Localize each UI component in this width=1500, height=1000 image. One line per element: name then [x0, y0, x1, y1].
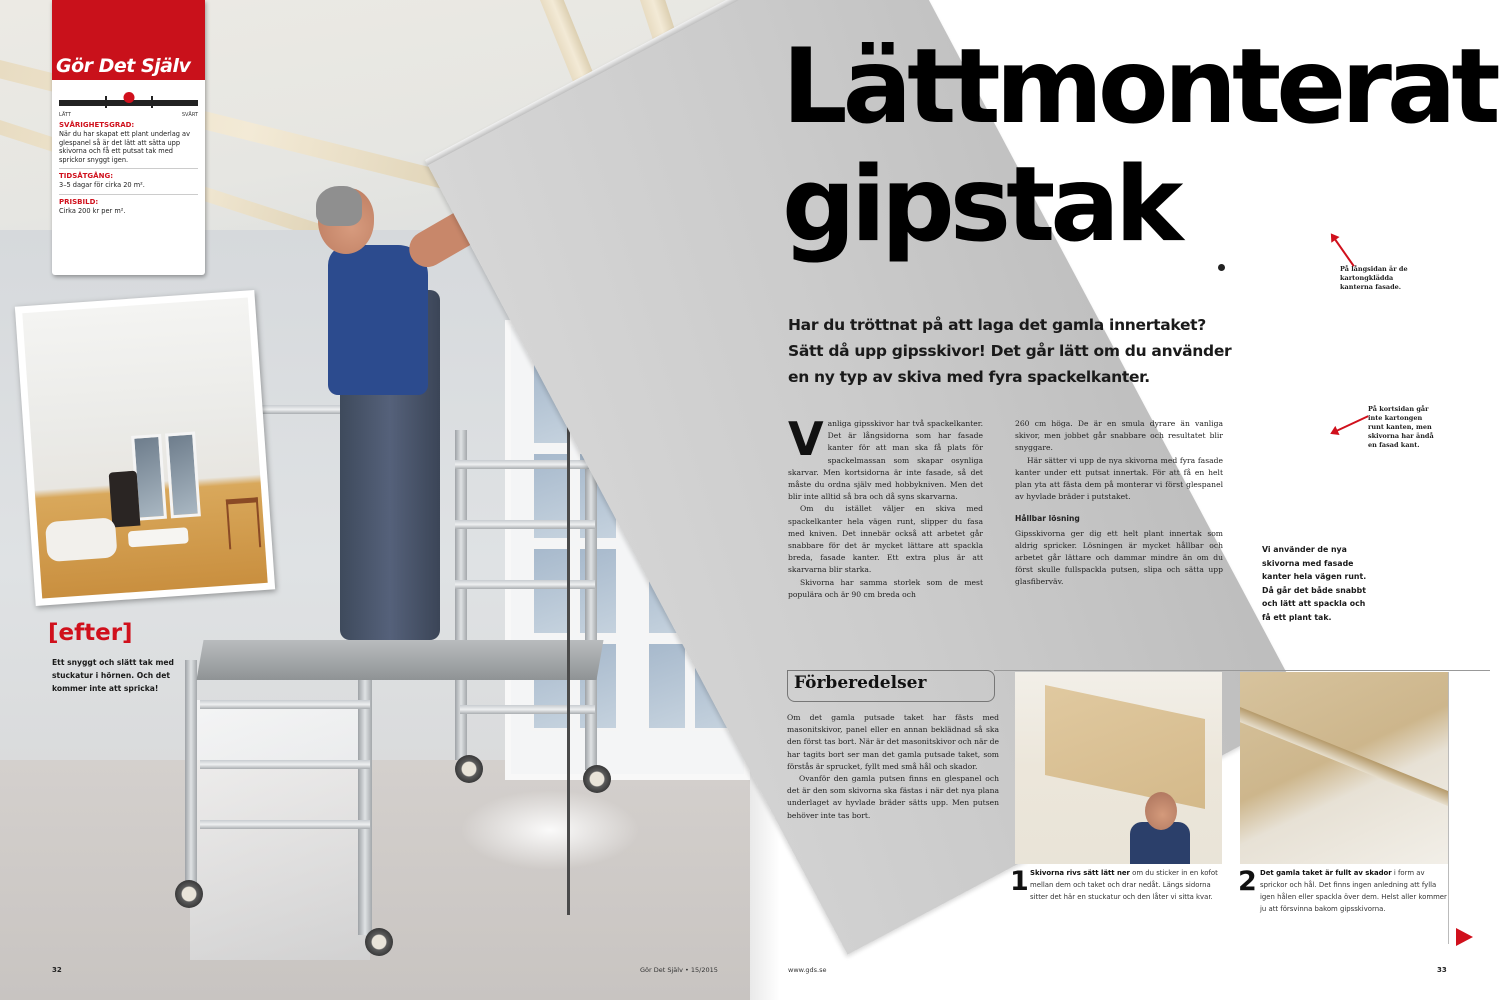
gds-label: TIDSÅTGÅNG: — [59, 172, 113, 181]
gds-header — [52, 0, 205, 80]
body-paragraph: Om du istället väljer en skiva med spackelkanter hela vägen runt, slipper du fasa med kniven. Det innebär också att arbetet går snabbare för det är mycket lättare att spackla breda, fasade kanter. Ett extra plus är att skarvarna blir starka. — [788, 504, 983, 575]
scaffold-post — [185, 660, 197, 900]
inset-door — [165, 431, 201, 518]
prep-paragraph: Ovanför den gamla putsen finns en glespanel och det är den som skivorna ska fästas i när det nya plana underlaget av hyvlade bräder sätts upp. Men putsen behöver inte tas bort. — [787, 774, 999, 820]
old-ceiling-board — [1045, 685, 1205, 809]
body-paragraph: 260 cm höga. De är en smula dyrare än vanliga skivor, men jobbet går snabbare och resultatet blir snyggare. — [1015, 419, 1223, 453]
gds-title: Gör Det Själv — [56, 55, 191, 77]
living-room-photo — [22, 297, 267, 598]
after-title: [efter] — [48, 620, 133, 646]
worker-shirt — [328, 245, 428, 395]
scale-tick — [105, 96, 107, 108]
gds-section-difficulty — [59, 121, 198, 164]
gds-section-price — [59, 198, 198, 216]
ceiling-molding — [1240, 700, 1448, 818]
gds-label: SVÅRIGHETSGRAD: — [59, 121, 135, 129]
body-paragraph: Skivorna har samma storlek som de mest populära och är 90 cm breda och — [788, 577, 983, 599]
gds-text: Cirka 200 kr per m². — [59, 206, 126, 215]
step-1-photo — [1015, 672, 1222, 864]
headline-line: Lättmonterat — [782, 27, 1496, 147]
body-paragraph: anliga gipsskivor har två spackelkanter. Det är långsidorna som har fasade kanter för att man ska få plats för spackelmassan som skapar osynliga skarvar. Men kortsidorna är inte fasade, så det måste du ordna själv med hobbykniven. Men det blir inte alltid så bra och då syns skarvarna. — [788, 419, 983, 502]
scale-tick — [151, 96, 153, 108]
gds-section-time — [59, 172, 198, 190]
plastic-sheet — [190, 700, 370, 960]
headline — [782, 28, 1496, 264]
step-1-caption — [1030, 867, 1225, 903]
gds-text: När du har skapat ett plant underlag av glespanel så är det lätt att sätta upp skivorna och få ett putsat tak med sprickor snyggt igen. — [59, 130, 191, 164]
gds-label: PRISBILD: — [59, 197, 99, 206]
board-annotation: På långsidan är de kartongklädda kanterna fasade. — [1340, 265, 1408, 291]
step-title: Skivorna rivs sätt lätt ner — [1030, 869, 1130, 877]
gds-info-box — [52, 0, 205, 275]
section-rule — [994, 670, 1490, 671]
step-title: Det gamla taket är fullt av skador — [1260, 869, 1392, 877]
page-number-left: 32 — [52, 966, 62, 974]
website-url: www.gds.se — [788, 966, 827, 974]
scaffold-wheel — [583, 765, 611, 793]
ingress: Har du tröttnat på att laga det gamla innertaket? Sätt då upp gipsskivor! Det går lätt om du använder en ny typ av skiva med fyra spackelkanter. — [788, 316, 1232, 386]
step-number: 2 — [1238, 866, 1257, 897]
scaffold-bar — [200, 700, 370, 709]
step-2-photo — [1240, 672, 1448, 864]
magazine-issue: Gör Det Själv • 15/2015 — [640, 966, 718, 974]
worker-hair — [316, 186, 362, 226]
board-annotation: På kortsidan går inte kartongen runt kanten, men skivorna har ändå en fasad kant. — [1368, 405, 1434, 449]
step-number: 1 — [1010, 866, 1029, 897]
continue-arrow-icon — [1456, 928, 1473, 946]
board-hole — [1218, 264, 1225, 271]
inset-chair — [45, 517, 118, 562]
difficulty-scale — [59, 90, 198, 110]
step-2-caption — [1260, 867, 1450, 915]
dropcap: V — [788, 412, 824, 466]
body-paragraph: Här sätter vi upp de nya skivorna med fyra fasade kanter under ett putsat innertak. För att få en helt plan yta att fästa dem på monterar vi först glespanel av hyvlade bräder i putstaket. — [1015, 455, 1223, 502]
prep-paragraph: Om det gamla putsade taket har fästs med masonitskivor, panel eller en annan beklädnad så ska den först tas bort. När är det masonitskivor och när de har tagits bort ser man det gamla putsade taket, som förstås är sprucket, fyllt med små hål och skador. — [787, 713, 999, 771]
divider — [59, 194, 198, 195]
divider — [59, 168, 198, 169]
page-number-right: 33 — [1437, 966, 1447, 974]
after-inset-photo — [15, 290, 275, 606]
body-column-1 — [788, 412, 983, 601]
column-rule — [1448, 672, 1449, 944]
scale-min-label: LÄTT — [59, 112, 71, 118]
scale-max-label: SVÅRT — [181, 112, 198, 118]
difficulty-marker — [123, 92, 134, 103]
scaffold-wheel — [365, 928, 393, 956]
scaffold-wheel — [455, 755, 483, 783]
inset-stove — [109, 471, 141, 528]
after-text: Ett snyggt och slätt tak med stuckatur i hörnen. Och det kommer inte att spricka! — [52, 658, 174, 693]
step-text: om du sticker in en kofot mellan dem och taket och drar nedåt. Längs sidorna sitter det här en stuckatur och den låter vi sitta kvar. — [1030, 869, 1218, 901]
scaffold-bar — [200, 820, 370, 829]
pull-quote: Vi använder de nya skivorna med fasade kanter hela vägen runt. Då går det både snabbt och lätt att spackla och få ett plant tak. — [1262, 545, 1367, 622]
scaffold-wheel — [175, 880, 203, 908]
step-text: i form av sprickor och hål. Det finns ingen anledning att fylla igen hålen eller spackla över dem. Helst aller kommer ju att försvinna bakom gipsskivorna. — [1260, 869, 1447, 913]
scaffold-bar — [200, 760, 370, 769]
prep-title: Förberedelser — [794, 673, 927, 693]
body-column-2 — [1015, 418, 1223, 589]
inset-table — [128, 527, 189, 547]
worker-head — [1145, 792, 1177, 830]
body-paragraph: Gipsskivorna ger dig ett helt plant innertak som aldrig spricker. Lösningen är mycket hållbar och arbetet går lättare och dammar mindre än om du först skulle fullspackla putsen, slipa och sätta upp glasfiberväv. — [1015, 528, 1223, 587]
prep-text — [787, 712, 999, 822]
gds-text: 3–5 dagar för cirka 20 m². — [59, 181, 145, 190]
headline-line: gipstak — [782, 145, 1179, 265]
subhead: Hållbar lösning — [1015, 514, 1080, 524]
inset-side-table — [226, 497, 261, 549]
